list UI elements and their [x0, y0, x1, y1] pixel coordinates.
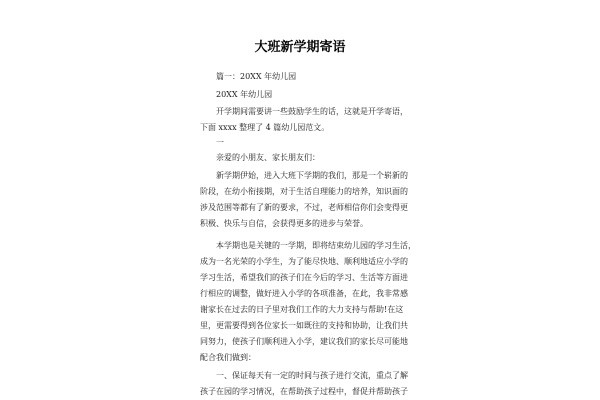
text-line: 20XX 年幼儿园 [216, 90, 273, 99]
text-line: 涉及范围等都有了新的要求，不过，老师相信你们会变得更 [200, 203, 408, 212]
text-line: 谢家长在过去的日子里对我们工作的大力支持与帮助!在这 [200, 305, 404, 314]
text-line: 行相应的调整，做好进入小学的各项准备，在此，我非常感 [200, 289, 408, 298]
text-line: 里，更需要得到各位家长一如既往的支持和协助，让我们共 [200, 321, 408, 330]
text-line: 配合我们做到： [200, 353, 256, 362]
text-line: 学习生活，希望我们的孩子们在今后的学习、生活等方面进 [200, 273, 408, 282]
text-line: 本学期也是关键的一学期，即将结束幼儿园的学习生活， [216, 241, 416, 250]
text-line: 篇一：20XX 年幼儿园 [216, 72, 297, 81]
text-line: 开学期间需要讲一些鼓励学生的话，这就是开学寄语， [216, 107, 408, 116]
text-line: 成为一名光荣的小学生，为了能尽快地、顺利地适应小学的 [200, 257, 408, 266]
text-line: 新学期伊始，进入大班下学期的我们，那是一个崭新的 [216, 171, 408, 180]
text-line: 亲爱的小朋友、家长朋友们： [216, 153, 320, 162]
text-line: 阶段，在幼小衔接期，对于生活自理能力的培养，知识面的 [200, 187, 408, 196]
text-line: 积极、快乐与自信，会获得更多的进步与荣誉。 [200, 219, 368, 228]
text-line: 同努力，使孩子们顺利进入小学，建议我们的家长尽可能地 [200, 337, 408, 346]
text-line: 下面 xxxx 整理了 4 篇幼儿园范文。 [200, 123, 330, 132]
text-line: 孩子在园的学习情况，在帮助孩子过程中，督促并帮助孩子 [200, 387, 408, 396]
document-title: 大班新学期寄语 [254, 40, 346, 55]
text-line: 一、保证每天有一定的时间与孩子进行交流，重点了解 [216, 371, 408, 380]
text-line: 一 [216, 138, 224, 147]
